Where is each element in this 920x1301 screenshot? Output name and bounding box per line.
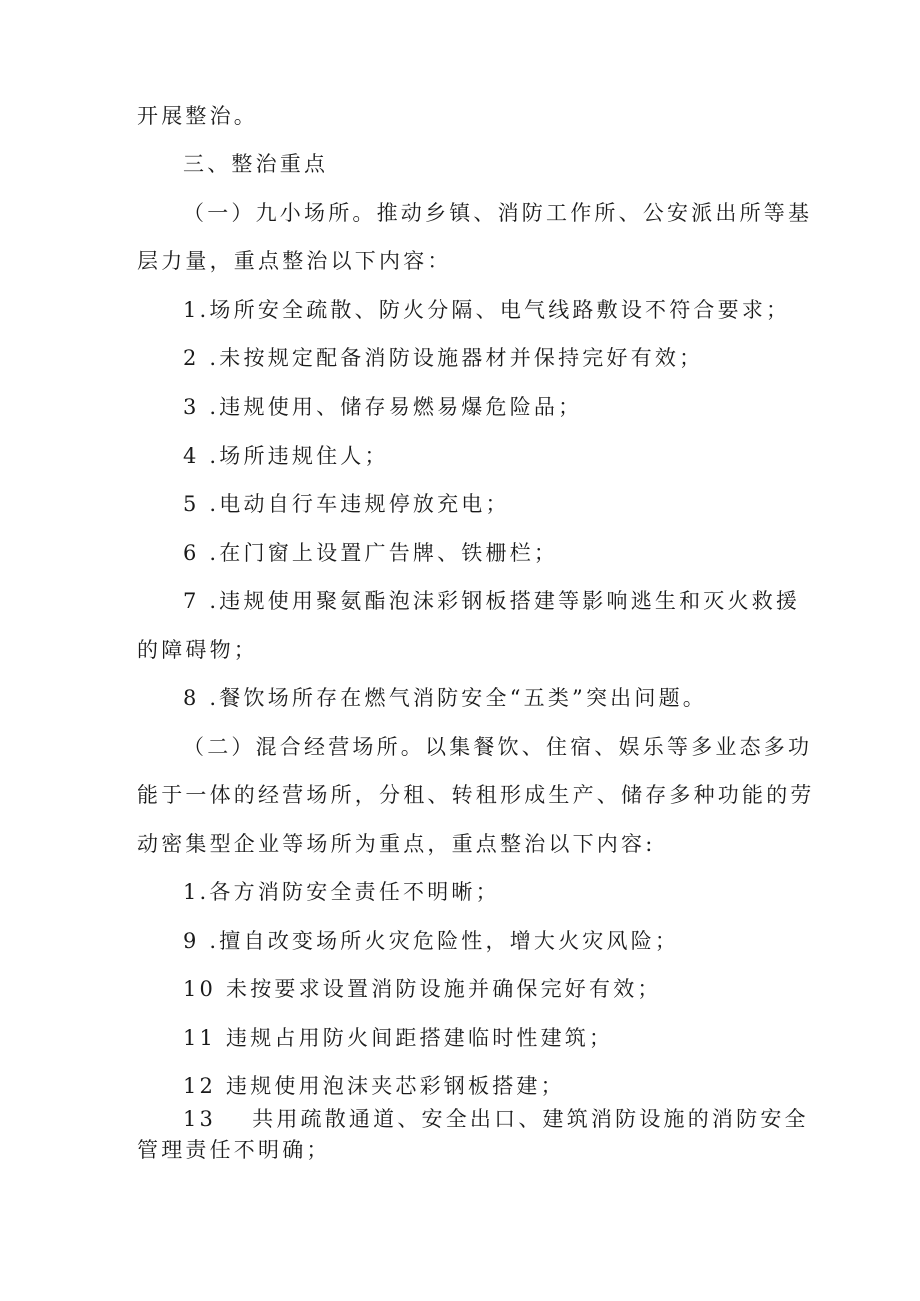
section-heading: 三、整治重点 xyxy=(183,152,329,176)
list-item: 9 .擅自改变场所火灾危险性，增大火灾风险； xyxy=(183,929,680,953)
subsection-heading-1: （一）九小场所。推动乡镇、消防工作所、公安派出所等基 xyxy=(183,201,813,225)
list-item: 6 .在门窗上设置广告牌、铁栅栏； xyxy=(183,541,559,565)
list-item-number: 13 xyxy=(183,1107,217,1131)
subsection-heading-2-cont: 能于一体的经营场所，分租、转租形成生产、储存多种功能的劳 xyxy=(137,783,815,807)
list-item: 11 违规占用防火间距搭建临时性建筑； xyxy=(183,1026,614,1050)
list-item: 1.场所安全疏散、防火分隔、电气线路敷设不符合要求； xyxy=(183,298,791,322)
subsection-heading-2: （二）混合经营场所。以集餐饮、住宿、娱乐等多业态多功 xyxy=(183,735,813,759)
list-item-13 xyxy=(183,1104,809,1134)
paragraph-continuation: 开展整治。 xyxy=(137,104,258,128)
subsection-heading-2-cont: 动密集型企业等场所为重点，重点整治以下内容: xyxy=(137,832,656,856)
list-item-text: 共用疏散通道、安全出口、建筑消防设施的消防安全 xyxy=(252,1107,809,1131)
subsection-heading-1-cont: 层力量，重点整治以下内容： xyxy=(137,249,452,273)
list-item: 12 违规使用泡沫夹芯彩钢板搭建； xyxy=(183,1074,565,1098)
list-item: 8 .餐饮场所存在燃气消防安全“五类”突出问题。 xyxy=(183,686,707,710)
list-item-cont: 的障碍物； xyxy=(137,638,258,662)
list-item: 7 .违规使用聚氨酯泡沫彩钢板搭建等影响逃生和灭火救援 xyxy=(183,589,801,613)
list-item: 10 未按要求设置消防设施并确保完好有效； xyxy=(183,977,662,1001)
list-item: 2 .未按规定配备消防设施器材并保持完好有效； xyxy=(183,346,704,370)
list-item: 4 .场所违规住人； xyxy=(183,444,389,468)
list-item: 1.各方消防安全责任不明晰； xyxy=(183,880,500,904)
list-item: 5 .电动自行车违规停放充电； xyxy=(183,492,510,516)
list-item-cont: 管理责任不明确； xyxy=(137,1138,331,1162)
list-item: 3 .违规使用、储存易燃易爆危险品； xyxy=(183,395,583,419)
